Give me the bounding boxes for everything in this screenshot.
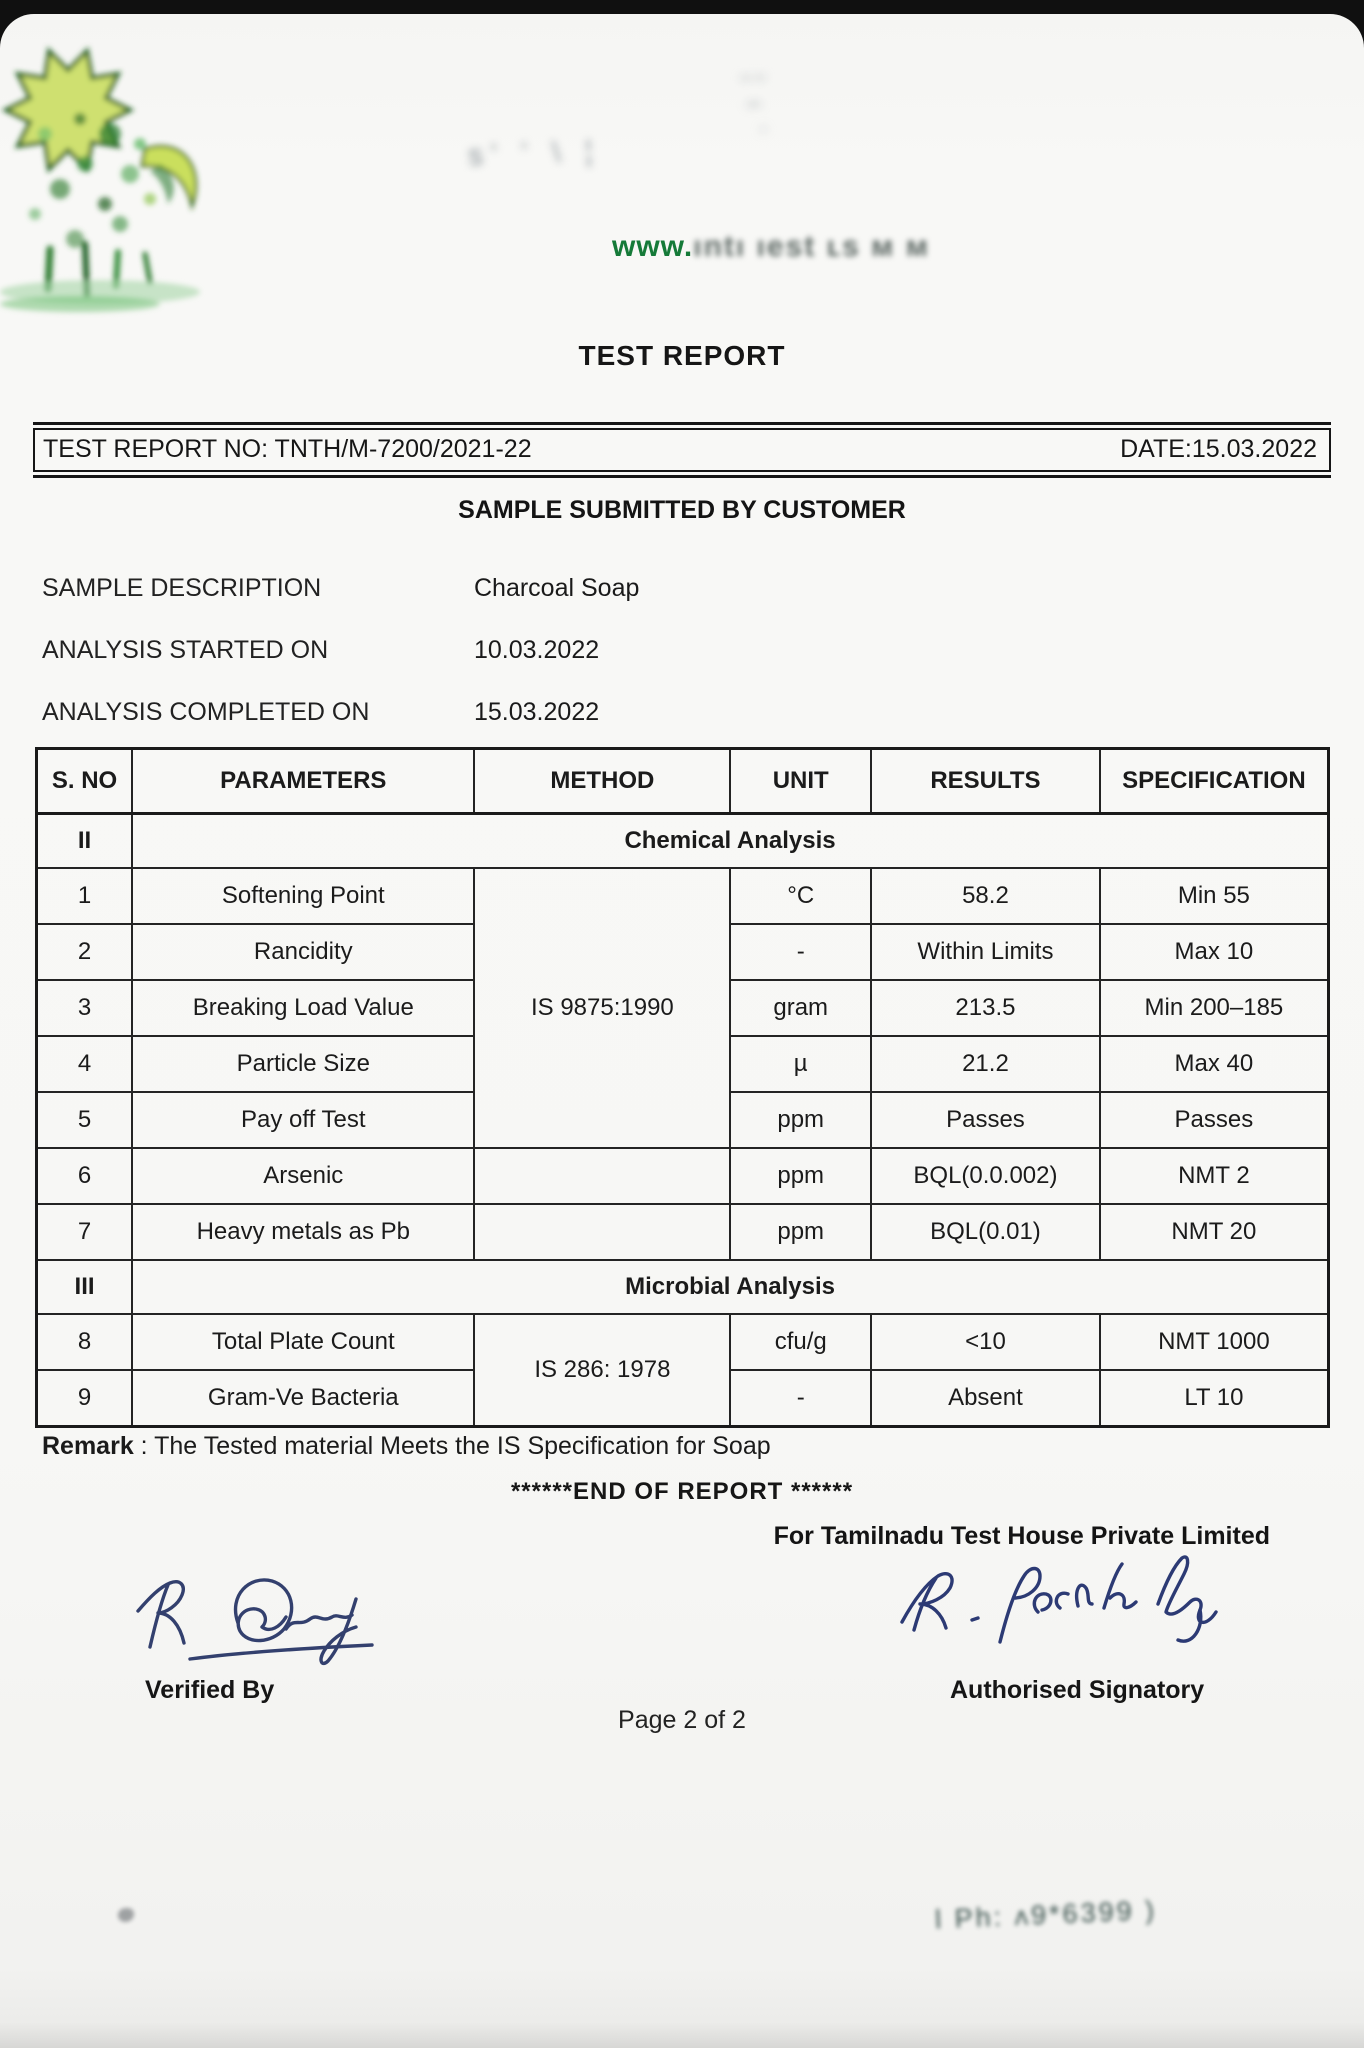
paper-scan <box>0 14 1364 2048</box>
report-number: TEST REPORT NO: TNTH/M-7200/2021-22 <box>43 435 532 463</box>
page-number: Page 2 of 2 <box>618 1706 746 1734</box>
table-row <box>37 868 1329 924</box>
cell-result: Absent <box>871 1370 1100 1427</box>
remark-text: : The Tested material Meets the IS Specification for Soap <box>133 1432 771 1460</box>
ink-smudge <box>118 1908 134 1922</box>
cell-spec: Passes <box>1100 1092 1329 1148</box>
cell-section-title: Microbial Analysis <box>132 1260 1328 1314</box>
header-parameters: PARAMETERS <box>132 749 474 814</box>
cell-result: BQL(0.0.002) <box>871 1148 1100 1204</box>
cell-sno: 5 <box>37 1092 133 1148</box>
faint-bleedthrough-text: s' ʻ \ ¦ <box>467 134 602 173</box>
authorised-signatory-label: Authorised Signatory <box>950 1676 1205 1704</box>
cell-unit: gram <box>730 980 871 1036</box>
field-label: SAMPLE DESCRIPTION <box>42 574 322 602</box>
website-blurred-rest: ıntı ıest ʟs ᴍ ᴍ <box>693 230 930 263</box>
cell-result: Passes <box>871 1092 1100 1148</box>
cell-method-merged: IS 286: 1978 <box>474 1314 730 1427</box>
cell-unit: - <box>730 1370 871 1427</box>
field-label: ANALYSIS STARTED ON <box>42 636 329 664</box>
table-row <box>37 1148 1329 1204</box>
report-date: DATE:15.03.2022 <box>1120 435 1317 463</box>
cell-sno: 2 <box>37 924 133 980</box>
cell-section-number: II <box>37 814 133 869</box>
cell-result: 213.5 <box>871 980 1100 1036</box>
results-table <box>35 747 1330 1428</box>
end-of-report-line: ******END OF REPORT ****** <box>510 1478 854 1505</box>
cell-result: Within Limits <box>871 924 1100 980</box>
cell-unit: ppm <box>730 1148 871 1204</box>
section-row-microbial <box>37 1260 1329 1314</box>
remark-line <box>42 1432 771 1461</box>
faint-bleedthrough-text-2: ¦ ı ʻ <box>740 74 773 140</box>
analysis-started-row <box>42 636 1242 676</box>
cell-result: <10 <box>871 1314 1100 1370</box>
cell-parameter: Breaking Load Value <box>132 980 474 1036</box>
remark-label: Remark <box>42 1432 134 1460</box>
page-title: TEST REPORT <box>578 340 786 371</box>
verified-by-label: Verified By <box>145 1676 275 1704</box>
header-method: METHOD <box>474 749 730 814</box>
cell-parameter: Arsenic <box>132 1148 474 1204</box>
website-line <box>612 230 930 264</box>
cell-parameter: Softening Point <box>132 868 474 924</box>
cell-unit: cfu/g <box>730 1314 871 1370</box>
cell-sno: 7 <box>37 1204 133 1260</box>
cell-method-merged: IS 9875:1990 <box>474 868 730 1148</box>
cell-spec: Min 200–185 <box>1100 980 1329 1036</box>
field-value: Charcoal Soap <box>474 574 640 602</box>
cell-spec: Max 40 <box>1100 1036 1329 1092</box>
field-label: ANALYSIS COMPLETED ON <box>42 698 370 726</box>
cell-unit: - <box>730 924 871 980</box>
cell-spec: Min 55 <box>1100 868 1329 924</box>
cell-spec: NMT 2 <box>1100 1148 1329 1204</box>
cell-unit: ppm <box>730 1204 871 1260</box>
cell-sno: 6 <box>37 1148 133 1204</box>
cell-unit: °C <box>730 868 871 924</box>
field-value: 10.03.2022 <box>474 636 600 664</box>
cell-sno: 9 <box>37 1370 133 1427</box>
cell-parameter: Heavy metals as Pb <box>132 1204 474 1260</box>
cell-spec: Max 10 <box>1100 924 1329 980</box>
cell-sno: 3 <box>37 980 133 1036</box>
cell-method-empty <box>474 1148 730 1204</box>
cell-sno: 1 <box>37 868 133 924</box>
cell-section-number: III <box>37 1260 133 1314</box>
cell-result: 58.2 <box>871 868 1100 924</box>
cell-method-empty <box>474 1204 730 1260</box>
cell-result: BQL(0.01) <box>871 1204 1100 1260</box>
cell-spec: LT 10 <box>1100 1370 1329 1427</box>
cell-spec: NMT 1000 <box>1100 1314 1329 1370</box>
report-number-bar <box>33 422 1331 478</box>
cell-sno: 8 <box>37 1314 133 1370</box>
cell-parameter: Rancidity <box>132 924 474 980</box>
faint-footer-stamp: l Ph: ʌ9*6399 ) <box>934 1894 1158 1935</box>
analysis-completed-row <box>42 698 1242 738</box>
cell-spec: NMT 20 <box>1100 1204 1329 1260</box>
table-header-row <box>37 749 1329 814</box>
company-signoff-line: For Tamilnadu Test House Private Limited <box>773 1522 1270 1550</box>
header-specification: SPECIFICATION <box>1100 749 1329 814</box>
cell-section-title: Chemical Analysis <box>132 814 1328 869</box>
cell-unit: µ <box>730 1036 871 1092</box>
cell-sno: 4 <box>37 1036 133 1092</box>
sample-description-row <box>42 574 1242 614</box>
header-unit: UNIT <box>730 749 871 814</box>
header-sno: S. NO <box>37 749 133 814</box>
header-results: RESULTS <box>871 749 1100 814</box>
field-value: 15.03.2022 <box>474 698 600 726</box>
table-row <box>37 1204 1329 1260</box>
cell-parameter: Particle Size <box>132 1036 474 1092</box>
scan-bottom-shadow <box>0 2022 1364 2048</box>
sample-section-heading: SAMPLE SUBMITTED BY CUSTOMER <box>458 496 906 524</box>
cell-parameter: Total Plate Count <box>132 1314 474 1370</box>
website-prefix: www. <box>612 230 694 263</box>
cell-result: 21.2 <box>871 1036 1100 1092</box>
section-row-chemical <box>37 814 1329 869</box>
company-tree-logo-icon <box>0 14 255 319</box>
cell-unit: ppm <box>730 1092 871 1148</box>
cell-parameter: Gram-Ve Bacteria <box>132 1370 474 1427</box>
table-row <box>37 1314 1329 1370</box>
cell-parameter: Pay off Test <box>132 1092 474 1148</box>
